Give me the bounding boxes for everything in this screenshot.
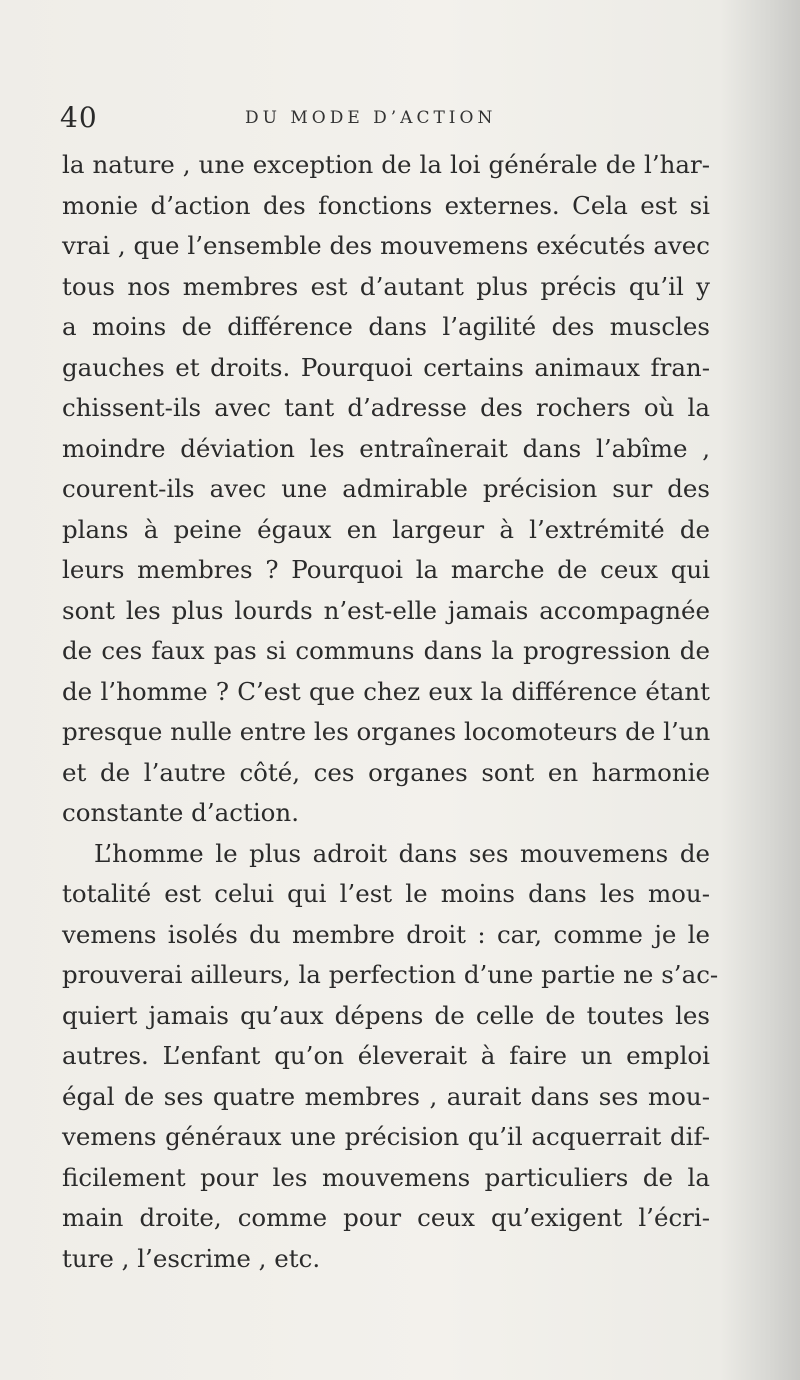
text-line: ficilement pour les mouvemens particuliers de la: [62, 1162, 710, 1192]
text-line: autres. L’enfant qu’on éleverait à faire un emploi: [62, 1041, 710, 1070]
text-line: plans à peine égaux en largeur à l’extrémité de: [62, 514, 710, 544]
text-line: sont les plus lourds n’est-elle jamais accompagnée: [62, 595, 710, 625]
text-line: totalité est celui qui l’est le moins dans les mou-: [62, 879, 710, 908]
text-line: vemens généraux une précision qu’il acquerrait dif-: [62, 1122, 710, 1151]
text-line: ture , l’escrime , etc.: [62, 1243, 321, 1273]
text-line: monie d’action des fonctions externes. Cela est si: [62, 190, 710, 220]
text-line: courent-ils avec une admirable précision sur des: [62, 474, 710, 503]
paragraph-1: [62, 145, 710, 834]
running-head: DU MODE D’ACTION: [245, 108, 497, 128]
text-line: gauches et droits. Pourquoi certains animaux fran-: [62, 352, 710, 382]
text-line: de ces faux pas si communs dans la progression de: [62, 636, 710, 665]
text-line: presque nulle entre les organes locomoteurs de l’un: [62, 717, 711, 746]
text-line: chissent-ils avec tant d’adresse des rochers où la: [62, 393, 710, 422]
text-line: la nature , une exception de la loi générale de l’har-: [62, 150, 710, 179]
text-line: a moins de différence dans l’agilité des muscles: [62, 312, 710, 341]
page-number: 40: [60, 101, 98, 134]
text-line: de l’homme ? C’est que chez eux la différence étant: [62, 676, 710, 706]
text-line: égal de ses quatre membres , aurait dans ses mou-: [62, 1081, 710, 1111]
text-line: et de l’autre côté, ces organes sont en harmonie: [62, 757, 710, 787]
text-line: vemens isolés du membre droit : car, comme je le: [62, 919, 710, 949]
text-line: L’homme le plus adroit dans ses mouvemens de: [94, 838, 710, 868]
text-line: prouverai ailleurs, la perfection d’une partie ne s’ac-: [62, 960, 719, 989]
paragraph-2: [62, 834, 719, 1280]
page-header: [60, 100, 710, 136]
text-line: tous nos membres est d’autant plus précis qu’il y: [62, 271, 710, 301]
text-line: quiert jamais qu’aux dépens de celle de toutes les: [62, 1000, 710, 1030]
text-line: leurs membres ? Pourquoi la marche de ceux qui: [62, 555, 710, 584]
text-line: main droite, comme pour ceux qu’exigent l’écri-: [62, 1203, 710, 1232]
text-line: vrai , que l’ensemble des mouvemens exécutés avec: [62, 231, 710, 260]
text-line: constante d’action.: [62, 798, 299, 827]
body-text: [62, 145, 719, 1279]
text-line: moindre déviation les entraînerait dans l’abîme ,: [62, 433, 710, 463]
